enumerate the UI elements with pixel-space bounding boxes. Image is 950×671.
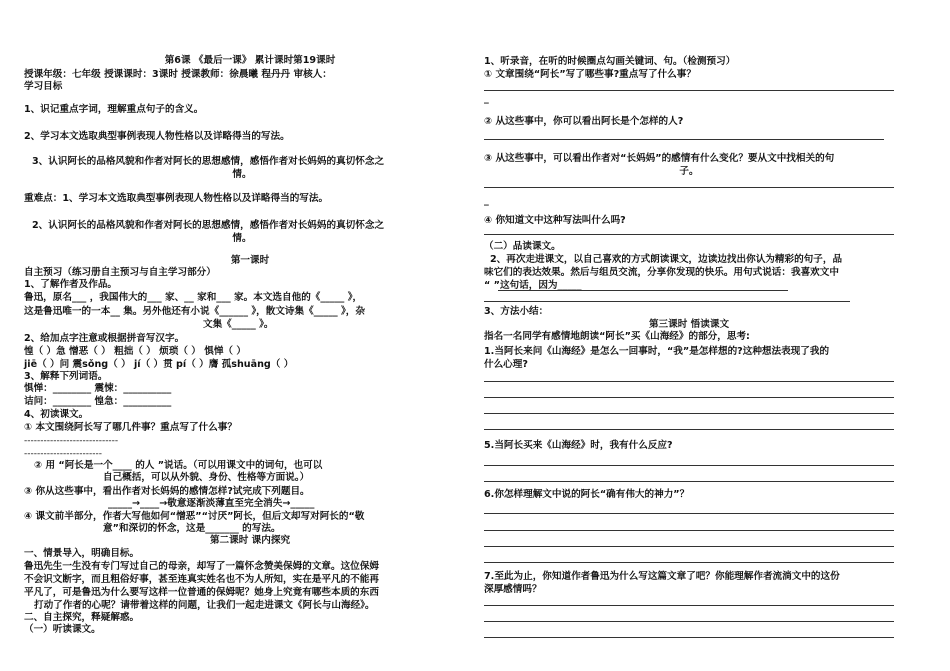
answer-line bbox=[484, 465, 894, 466]
word-row-2: 诘问：________ 惶急：__________ bbox=[24, 396, 172, 407]
question-4-2: ② 用 “阿长是一个____ 的人 ”说话。（可以用课文中的词句，也可以 bbox=[34, 460, 323, 471]
answer-line bbox=[484, 397, 894, 398]
pinyin-row-2: jiē（ ）问 震sǒng（ ） jí（ ）贯 pí（ ）膺 孤shuāng（ ） bbox=[24, 359, 294, 370]
goal-3-end: 情。 bbox=[232, 169, 252, 180]
author-blank-1: 鲁迅，原名___ ，我国伟大的___ 家、__ 家和___ 家。本文选自他的《_____ 》， bbox=[24, 292, 363, 303]
question-7-end: 深厚感情吗？ bbox=[484, 584, 542, 595]
lesson-title: 第6课 《最后一课》 累计课时第19课时 bbox=[164, 55, 336, 66]
answer-line bbox=[484, 562, 894, 563]
answer-line bbox=[484, 637, 894, 638]
answer-line bbox=[484, 381, 894, 382]
answer-line bbox=[484, 605, 894, 606]
word-row-1: 惧惮：________ 震悚：__________ bbox=[24, 383, 172, 394]
answer-line bbox=[484, 530, 894, 531]
answer-line bbox=[484, 429, 894, 430]
part-1-heading: 一、情景导入，明确目标。 bbox=[24, 548, 140, 559]
class-header: 授课年级：七年级 授课课时：3课时 授课教师：徐晨曦 程丹丹 审核人： bbox=[24, 69, 332, 80]
read-aloud-prompt: 指名一名同学有感情地朗读“阿长”买《山海经》的部分，思考: bbox=[484, 331, 750, 342]
right-question-3-end: 子。 bbox=[679, 166, 699, 177]
question-6: 6.你怎样理解文中说的阿长“确有伟大的神力”？ bbox=[484, 489, 690, 500]
answer-line bbox=[484, 546, 894, 547]
emotion-chain: _____→____→敬意逐渐淡薄直至完全消失→_____ bbox=[108, 498, 315, 509]
key-point-2: 2、认识阿长的品格风貌和作者对阿长的思想感情，感悟作者对长妈妈的真切怀念之 bbox=[32, 220, 385, 231]
right-question-2: ② 从这些事中，你可以看出阿长是个怎样的人? bbox=[484, 116, 684, 127]
answer-line bbox=[484, 139, 884, 140]
section-4: 4、初读课文。 bbox=[24, 409, 89, 420]
answer-line bbox=[484, 621, 894, 622]
author-blank-3: 文集《_____ 》。 bbox=[203, 319, 274, 330]
key-point-2-end: 情。 bbox=[232, 233, 252, 244]
intro-line-3: 平凡了，可是鲁迅为什么要写这样一位普通的保姆呢？她身上究竟有哪些本质的东西 bbox=[24, 587, 379, 598]
question-7: 7.至此为止，你知道作者鲁迅为什么写这篇文章了吧？你能理解作者流淌文中的这份 bbox=[484, 571, 840, 582]
sentence-pattern: “ ”这句话，因为_____ bbox=[484, 280, 582, 291]
part-2-heading: 二、自主探究，释疑解惑。 bbox=[24, 612, 140, 623]
read-instruction-2: 味它们的表达效果。然后与组员交流，分享你发现的快乐。用句式说话：我喜欢文中 bbox=[484, 267, 839, 278]
question-5: 5.当阿长买来《山海经》时，我有什么反应? bbox=[484, 440, 673, 451]
lesson-3-heading: 第三课时 悟读课文 bbox=[648, 319, 730, 330]
key-point-1: 重难点：1、学习本文选取典型事例表现人物性格以及详略得当的写法。 bbox=[24, 193, 329, 204]
intro-line-2: 不会识文断字，而且粗俗好事，甚至连真实姓名也不为人所知，实在是平凡的不能再 bbox=[24, 574, 379, 585]
goal-2: 2、学习本文选取典型事例表现人物性格以及详略得当的写法。 bbox=[24, 131, 290, 142]
answer-dashes-2: ------------------------ bbox=[24, 449, 102, 459]
question-4-2-end: 自己概括，可以从外貌、身份、性格等方面说。） bbox=[103, 472, 310, 483]
lesson-1-heading: 第一课时 bbox=[230, 255, 270, 266]
quote-line bbox=[498, 290, 788, 291]
answer-line bbox=[484, 301, 850, 302]
answer-line bbox=[484, 90, 894, 91]
pinyin-row-1: 惶（ ）急 憎恶（ ） 粗拙（ ） 烦琐（ ） 惧惮（ ） bbox=[24, 346, 246, 357]
intro-line-4: 打动了作者的心呢？请带着这样的问题，让我们一起走进课文《阿长与山海经》。 bbox=[34, 600, 375, 611]
question-1: 1.当阿长来问《山海经》是怎么一回事时，“我”是怎样想的?这种想法表现了我的 bbox=[484, 346, 830, 357]
underscore-mark: _ bbox=[484, 93, 489, 104]
answer-line bbox=[484, 513, 894, 514]
answer-dashes-1: ----------------------------- bbox=[24, 436, 119, 446]
question-4-4: ④ 课文前半部分，作者大写他如何“憎恶”“讨厌”阿长，但后文却写对阿长的“敬 bbox=[24, 511, 365, 522]
answer-line bbox=[484, 413, 894, 414]
right-section-1: 1、听录音，在听的时候圈点勾画关键词、句。（检测预习） bbox=[484, 56, 736, 67]
right-question-1: ① 文章围绕“阿长”写了哪些事?重点写了什么事？ bbox=[484, 69, 696, 80]
lesson-2-heading: 第二课时 课内探究 bbox=[209, 535, 291, 546]
question-4-4-end: 意”和深切的怀念，这是_______ 的写法。 bbox=[103, 523, 281, 534]
answer-line bbox=[484, 187, 894, 188]
goal-heading: 学习目标 bbox=[24, 81, 63, 92]
intro-line-1: 鲁迅先生一生没有专门写过自己的母亲，却写了一篇怀念赞美保姆的文章。这位保姆 bbox=[24, 561, 379, 572]
self-study-heading: 自主预习（练习册自主预习与自主学习部分） bbox=[24, 267, 216, 278]
answer-line bbox=[484, 481, 894, 482]
underscore-mark: _ bbox=[484, 195, 489, 206]
goal-1: 1、识记重点字词，理解重点句子的含义。 bbox=[24, 104, 204, 115]
question-1-end: 什么心理? bbox=[484, 359, 528, 370]
goal-3: 3、认识阿长的品格风貌和作者对阿长的思想感情，感悟作者对长妈妈的真切怀念之 bbox=[32, 156, 385, 167]
method-summary: 3、方法小结： bbox=[484, 306, 549, 317]
section-3: 3、解释下列词语。 bbox=[24, 371, 108, 382]
right-section-2: （二）品读课文。 bbox=[484, 241, 561, 252]
question-4-1: ① 本文围绕阿长写了哪几件事？重点写了什么事？ bbox=[24, 422, 237, 433]
author-blank-2: 这是鲁迅唯一的一本__ 集。另外他还有小说《______ 》，散文诗集《_____ 》，杂 bbox=[24, 306, 365, 317]
right-question-3: ③ 从这些事中，可以看出作者对“长妈妈”的感情有什么变化？要从文中找相关的句 bbox=[484, 153, 835, 164]
question-4-3: ③ 你从这些事中，看出作者对长妈妈的感情怎样?试完成下列题目。 bbox=[24, 486, 310, 497]
read-instruction-1: 2、再次走进课文，以自己喜欢的方式朗读课文，边读边找出你认为精彩的句子，品 bbox=[490, 254, 843, 265]
section-2: 2、给加点字注意或根据拼音写汉字。 bbox=[24, 333, 185, 344]
section-1: 1、了解作者及作品。 bbox=[24, 279, 118, 290]
listen-heading: （一）听读课文。 bbox=[24, 624, 101, 635]
answer-line bbox=[484, 234, 894, 235]
right-question-4: ④ 你知道文中这种写法叫什么吗? bbox=[484, 215, 626, 226]
